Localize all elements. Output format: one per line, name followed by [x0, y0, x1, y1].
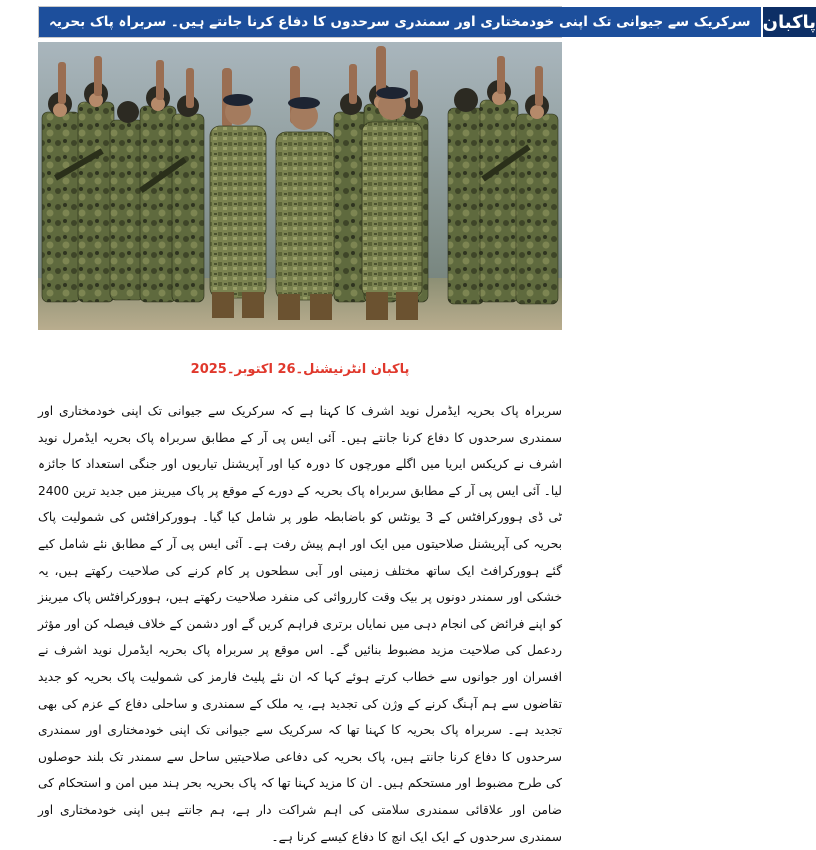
- news-header-banner: [38, 6, 816, 38]
- brand-logo: پاکبان: [761, 7, 816, 37]
- news-photo: [38, 42, 562, 330]
- headline: سرکریک سے جیوانی تک اپنی خودمختاری اور سمندری سرحدوں کا دفاع کرنا جانتے ہیں۔ سربراہ پاک بحریہ: [39, 7, 761, 37]
- navy-officers-with-troops-photo: [38, 42, 562, 330]
- article-body: سربراہ پاک بحریہ ایڈمرل نوید اشرف کا کہنا ہے کہ سرکریک سے جیوانی تک اپنی خودمختاری اور سمندری سرحدوں کا دفاع کرنا جانتے ہیں۔ آئی ایس پی آر کے مطابق سربراہ پاک بحریہ ایڈمرل نوید اشرف نے کریکس ایریا میں اگلے مورچوں کا دورہ کیا اور آپریشنل تیاریوں اور جنگی استعداد کا جائزہ لیا۔ آئی ایس پی آر کے مطابق سربراہ پاک بحریہ کے دورے کے موقع پر پاک میرینز میں جدید ترین 2400 ٹی ڈی ہوورکرافٹس کے 3 یونٹس کو باضابطہ طور پر شامل کیا گیا۔ ہوورکرافٹس کی شمولیت پاک بحریہ کی آپریشنل صلاحیتوں میں ایک اور اہم پیش رفت ہے۔ آئی ایس پی آر کے مطابق نئے شامل کیے گئے ہوورکرافٹ ایک ساتھ مختلف زمینی اور آبی سطحوں پر کام کرنے کی صلاحیت رکھتے ہیں، یہ خشکی اور سمندر دونوں پر بیک وقت کارروائی کی منفرد صلاحیت رکھتے ہیں، ہوورکرافٹس پاک میرینز کو اپنے فرائض کی انجام دہی میں نمایاں برتری فراہم کریں گے اور دشمن کے خلاف فیصلہ کن اور مؤثر ردعمل کی صلاحیت مزید مضبوط بنائیں گے۔ اس موقع پر سربراہ پاک بحریہ ایڈمرل نوید اشرف نے افسران اور جوانوں سے خطاب کرتے ہوئے کہا کہ ان نئے پلیٹ فارمز کی شمولیت پاک بحریہ کو جدید تقاضوں سے ہم آہنگ کرنے کے وژن کی تجدید ہے، یہ ملک کے سمندری و ساحلی دفاع کے عزم کی بھی تجدید ہے۔ سربراہ پاک بحریہ کا کہنا تھا کہ سرکریک سے جیوانی تک اپنی خودمختاری اور سمندری سرحدوں کا دفاع کرنا جانتے ہیں، پاک بحریہ کی دفاعی صلاحیتیں ساحل سے سمندر تک بلند حوصلوں کی طرح مضبوط اور مستحکم ہیں۔ ان کا مزید کہنا تھا کہ پاک بحریہ بحر ہند میں امن و استحکام کی ضامن اور علاقائی سمندری سلامتی کی اہم شراکت دار ہے، ہم جانتے ہیں اپنی خودمختاری اور سمندری سرحدوں کے ایک ایک انچ کا دفاع کیسے کرنا ہے۔: [38, 404, 562, 844]
- dateline: پاکبان انٹرنیشنل۔26 اکتوبر۔2025: [190, 362, 410, 377]
